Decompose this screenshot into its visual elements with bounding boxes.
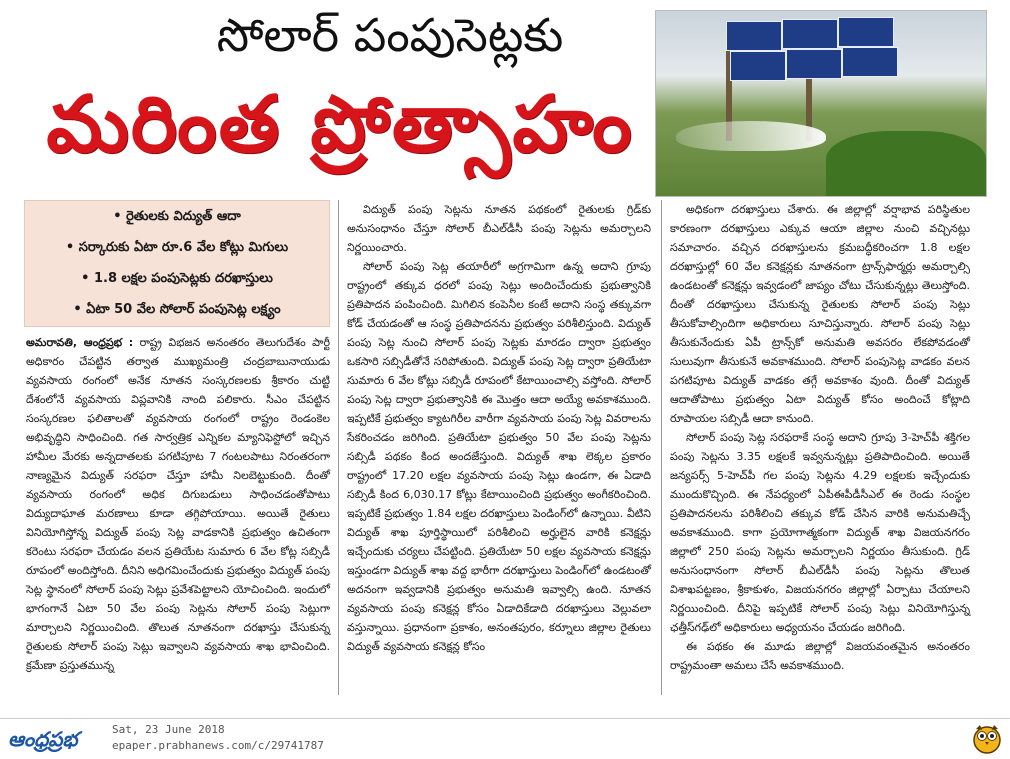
footer-info (112, 722, 324, 754)
solar-panel (786, 49, 842, 79)
solar-panel (726, 21, 782, 51)
article-paragraph: ఈ పథకం ఈ మూడు జిల్లాల్లో విజయవంతమైన అనంతరం రాష్ట్రమంతా అమలు చేసే అవకాశముంది. (670, 640, 970, 672)
footer-divider (0, 718, 1010, 719)
grass-field (826, 131, 986, 197)
dateline: అమరావతి, ఆంధ్రప్రభ : (26, 336, 134, 349)
column-divider (338, 200, 339, 695)
highlight-item: • 1.8 లక్షల పంపుసెట్లకు దరఖాస్తులు (81, 271, 273, 286)
solar-panel (782, 19, 838, 49)
solar-panel (730, 51, 786, 81)
highlight-item: • రైతులకు విద్యుత్ ఆదా (113, 209, 241, 224)
article-column-1 (26, 333, 330, 695)
owl-icon[interactable] (972, 722, 1002, 754)
publish-date: Sat, 23 June 2018 (112, 723, 225, 736)
epaper-link[interactable]: epaper.prabhanews.com/c/29741787 (112, 739, 324, 752)
highlights-box (24, 200, 330, 327)
article-paragraph: విద్యుత్ పంపు సెట్లను నూతన పథకంలో రైతులకు గ్రిడ్‌కు అనుసంధానం చేస్తూ సోలార్ బీఎల్‌డీసీ పంపు సెట్లను అమర్చాలని నిర్ణయించారు. (347, 203, 651, 254)
article-paragraph: సోలార్ పంపు సెట్ల తయారీలో అగ్రగామిగా ఉన్న అదాని గ్రూపు రాష్ట్రంలో తక్కువ ధరలో పంపు సెట్లు అందించేందుకు ప్రభుత్వానికి ప్రతిపాదన పంపించింది. మిగిలిన కంపెనీల కంటే అదాని సంస్థ తక్కువగా కోడ్ చేయడంతో ఆ సంస్థ ప్రతిపాదనను ప్రభుత్వం పరిశీలిస్తుంది. విద్యుత్ పంపు సెట్ల నుంచి సోలార్ పంపు సెట్లకు మారడం ద్వారా ప్రభుత్వం ఒకసారి సబ్సిడీతోనే సరిపోతుంది. విద్యుత్ పంపు సెట్ల ద్వారా ప్రతియేటా సుమారు 6 వేల కోట్లు సబ్సిడీ రూపంలో కేటాయించాల్సి వస్తోంది. సోలార్ పంపు సెట్ల ద్వారా ప్రభుత్వానికి ఈ మొత్తం ఆదా అయ్యే అవకాశముంది. ఇప్పటికే ప్రభుత్వం క్యాటగిరీల వారీగా వ్యవసాయ పంపు సెట్ల వివరాలను సేకరించడం జరిగింది. ప్రతియేటా ప్రభుత్వం 50 వేల పంపు సెట్లను సబ్సిడీ పథకం కింద అందజేస్తుంది. విద్యుత్ శాఖ లెక్కల ప్రకారం రాష్ట్రంలో 17.20 లక్షల వ్యవసాయ పంపు సెట్లు ఉండగా, ఈ ఏడాది సబ్సిడీ కింద 6,030.17 కోట్లు కేటాయించింది ప్రభుత్వం అంగీకరించింది. ఇప్పటికే ప్రభుత్వం 1.84 లక్షల దరఖాస్తులు పెండింగ్‌లో ఉన్నాయి. వీటిని విద్యుత్ శాఖ పూర్తిస్థాయిలో పరిశీలించి అర్హులైన వారికి కనెక్షన్లు ఇచ్చేందుకు చర్యలు చేపట్టింది. ప్రతియేటా 50 లక్షల వ్యవసాయ కనెక్షన్లు ఇస్తుండగా విద్యుత్ శాఖ వద్ద భారీగా దరఖాస్తులు పెండింగ్‌లో ఉండటంతో అదనంగా ఇవ్వడానికి ప్రభుత్వం అనుమతి ఇవ్వాల్సి ఉంది. నూతన వ్యవసాయ పంపు కనెక్షన్ల కోసం ఏడాదికేడాది దరఖాస్తులు వెల్లువలా వస్తున్నాయి. ప్రధానంగా ప్రకాశం, అనంతపురం, కర్నూలు జిల్లాల రైతులు విద్యుత్ వ్యవసాయ కనెక్షన్ల కోసం (347, 260, 651, 653)
article-column-3 (670, 200, 970, 692)
solar-panel (838, 17, 894, 47)
headline-line1: సోలార్ పంపుసెట్లకు (216, 8, 564, 62)
solar-pump-photo (655, 10, 987, 197)
article-text: రాష్ట్ర విభజన అనంతరం తెలుగుదేశం పార్టీ అధికారం చేపట్టిన తర్వాత ముఖ్యమంత్రి చంద్రబాబునాయుడు వ్యవసాయ రంగంలో అనేక నూతన సంస్కరణలకు శ్రీకారం చుట్టి దేశంలోనే వ్యవసాయ విప్లవానికి నాంది పలికారు. సీఎం చేపట్టిన సంస్కరణల ఫలితాలతో వ్యవసాయ రంగంలో రాష్ట్రం రెండంకెల అభివృద్ధిని సాధించింది. గత సార్వత్రిక ఎన్నికల మ్యానిఫెస్టోలో ఇచ్చిన హామీల మేరకు అన్నదాతలకు పగటిపూట 7 గంటలపాటు నిరంతరంగా నాణ్యమైన విద్యుత్ సరఫరా చేస్తూ హామీ నిలబెట్టుకుంది. దీంతో వ్యవసాయ రంగంలో అధిక దిగుబడులు సాధించడంతోపాటు విద్యుదాఘాత మరణాలు కూడా తగ్గిపోయాయి. అయితే రైతులు వినియోగిస్తోన్న విద్యుత్ పంపు సెట్ల వాడకానికి ప్రభుత్వం ఉచితంగా కరెంటు సరఫరా చేయడం వలన ప్రతియేట సుమారు 6 వేల కోట్ల సబ్సిడీ రూపంలో అందిస్తోంది. దీనిని అధిగమించేందుకు ప్రభుత్వం విద్యుత్ పంపు సెట్ల స్థానంలో సోలార్ పంపు సెట్లు ప్రవేశపెట్టాలని యోచించింది. ఇందులో భాగంగానే ఏటా 50 వేల పంపు సెట్లను సోలార్ పంపు సెట్లుగా మార్చాలని నిర్ణయించింది. తొలుత నూతనంగా దరఖాస్తు చేసుకున్న రైతులకు సోలార్ పంపు సెట్లు ఇవ్వాలని వ్యవసాయ శాఖ భావించింది. క్రమేణా ప్రస్తుతమున్న (26, 336, 330, 672)
solar-panel (842, 47, 898, 77)
article-column-2 (347, 200, 651, 692)
column-divider (661, 200, 662, 695)
publication-logo[interactable]: ఆంధ్రప్రభ (8, 727, 78, 751)
article-paragraph: సోలార్ పంపు సెట్ల సరఫరాకే సంస్థ అదాని గ్రూపు 3-హెచ్‌పీ శక్తిగల పంపు సెట్లను 3.35 లక్షలకే ఇవ్వనున్నట్లు ప్రతిపాదించింది. అయితే జన్యపర్స్ 5-హెచ్‌పీ గల పంపు సెట్లను 4.29 లక్షలకు ఇచ్చేందుకు ముందుకొచ్చింది. ఈ నేపధ్యంలో ఏపీఈపీడీసీఎల్ ఈ రెండు సంస్థల ప్రతిపాదనలను పరిశీలించి తక్కువ కోడ్ చేసిన వారికి అనుమతిచ్చే అవకాశముంది. కాగా ప్రయోగాత్మకంగా విద్యుత్ శాఖ విజయనగరం జిల్లాలో 250 పంపు సెట్లను అమర్చాలని నిర్ణయం తీసుకుంది. గ్రిడ్ అనుసంధానంగా సోలార్ బీఎల్‌డీసీ పంపు సెట్లను తొలుత విశాఖపట్టణం, శ్రీకాకుళం, విజయనగరం జిల్లాల్లో ఏర్పాటు చేయాలని నిర్ణయించింది. దీనిపై ఇప్పటికే సోలార్ పంపు సెట్లు వినియోగిస్తున్న ఛత్తీస్‌గఢ్‌లో అధికారులు అధ్యయనం చేయడం జరిగింది. (670, 431, 970, 634)
headline-line2: మరింత ప్రోత్సాహం (46, 80, 634, 170)
water-stream (676, 121, 826, 151)
highlight-item: • ఏటా 50 వేల సోలార్ పంపుసెట్ల లక్ష్యం (73, 302, 281, 317)
highlight-item: • సర్కారుకు ఏటా రూ.6 వేల కోట్లు మిగులు (65, 240, 289, 255)
article-paragraph: అధికంగా దరఖాస్తులు చేశారు. ఈ జిల్లాల్లో వర్షాభావ పరిస్థితుల కారణంగా దరఖాస్తులు ఎక్కువ ఆయా జిల్లాల నుంచి వచ్చినట్లు సమాచారం. వచ్చిన దరఖాస్తులను క్రమబద్ధీకరించగా 1.8 లక్షల దరఖాస్తుల్లో 60 వేల కనెక్షన్లకు నూతనంగా ట్రాన్స్‌ఫార్మర్లు అమర్చాల్సి ఉండటంతో కనెక్షన్లు ఇవ్వడంలో జాప్యం చోటు చేసుకున్నట్లు తెలుస్తోంది. దీంతో దరఖాస్తులు చేసుకున్న రైతులకు సోలార్ పంపు సెట్లు తీసుకోవాల్సిందిగా అధికారులు సూచిస్తున్నారు. సోలార్ పంపు సెట్లు తీసుకునేందుకు ఏపీ ట్రాన్స్‌కో అనుమతి అవసరం లేకపోవడంతో సులువుగా తీసుకునే అవకాశముంది. సోలార్ పంపుసెట్ల వాడకం వలన పగటిపూట విద్యుత్ వాడకం తగ్గే అవకాశం వుంది. దీంతో విద్యుత్ ఆదాతోపాటు ప్రభుత్వం ఏటా విద్యుత్ కోసం అందించే కోట్లాది రూపాయల సబ్సిడీ ఆదా కానుంది. (670, 203, 970, 425)
